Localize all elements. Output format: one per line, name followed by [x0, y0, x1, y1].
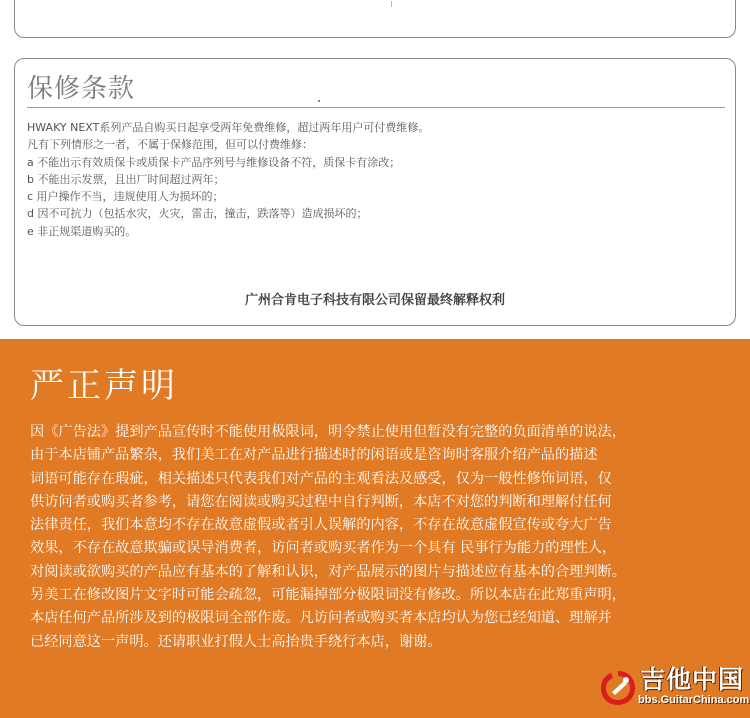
watermark-url: bbs.GuitarChina.com	[638, 694, 750, 706]
warranty-term: HWAKY NEXT系列产品自购买日起享受两年免费维修，超过两年用户可付费维修。	[27, 121, 430, 134]
warranty-term: b 不能出示发票，且出厂时间超过两年；	[27, 172, 225, 186]
notice-line: 对阅读或欲购买的产品应有基本的了解和认识，对产品展示的图片与描述应有基本的合理判断。	[30, 563, 626, 580]
warranty-term: c 用户操作不当，违规使用人为损坏的；	[27, 190, 224, 204]
notice-line: 另美工在修改图片文字时可能会疏忽，可能漏掉部分极限词没有修改。所以本店在此郑重声明，	[30, 587, 626, 604]
warranty-term: a 不能出示有效质保卡或质保卡产品序列号与维修设备不符，质保卡有涂改；	[27, 155, 401, 169]
guitar-headstock-logo-icon	[598, 668, 638, 708]
notice-line: 因《广告法》提到产品宣传时不能使用极限词，明令禁止使用但暂没有完整的负面清单的说法，	[30, 424, 626, 440]
warranty-term: e 非正规渠道购买的。	[27, 224, 137, 238]
notice-line: 已经同意这一声明。还请职业打假人士高抬贵手绕行本店，谢谢。	[30, 633, 442, 650]
notice-title: 严正声明	[30, 366, 178, 406]
notice-line: 词语可能存在瑕疵，相关描述只代表我们对产品的主观看法及感受，仅为一般性修饰词语，仅	[30, 470, 612, 487]
warranty-term: 凡有下列情形之一者，不属于保修范围，但可以付费维修：	[27, 138, 313, 152]
previous-section-box	[14, 0, 736, 38]
divider-tick	[391, 1, 392, 7]
watermark-title: 吉他中国	[640, 665, 745, 694]
notice-line: 效果，不存在故意欺骗或误导消费者，访问者或购买者作为一个具有 民事行为能力的理性人，	[30, 540, 617, 557]
company-rights-statement: 广州合肯电子科技有限公司保留最终解释权利	[244, 293, 505, 308]
notice-line: 本店任何产品所涉及到的极限词全部作废。凡访问者或购买者本店均认为您已经知道、理解并	[30, 610, 612, 627]
warranty-section	[14, 58, 736, 326]
notice-line: 供访问者或购买者参考，请您在阅读或购买过程中自行判断，本店不对您的判断和理解付任何	[30, 493, 612, 510]
title-divider	[27, 107, 725, 108]
notice-line: 法律责任，我们本意均不存在故意虚假或者引人误解的内容，不存在故意虚假宣传或夸大广告	[30, 517, 612, 534]
notice-line: 由于本店铺产品繁杂，我们美工在对产品进行描述时的闲语或是咨询时客服介绍产品的描述	[30, 447, 598, 464]
decorative-dot	[318, 100, 320, 102]
warranty-term: d 因不可抗力（包括水灾，火灾，雷击，撞击，跌落等）造成损坏的；	[27, 207, 368, 221]
warranty-terms	[27, 119, 429, 240]
notice-body	[30, 421, 626, 654]
watermark	[596, 660, 750, 712]
warranty-title: 保修条款	[27, 74, 136, 104]
